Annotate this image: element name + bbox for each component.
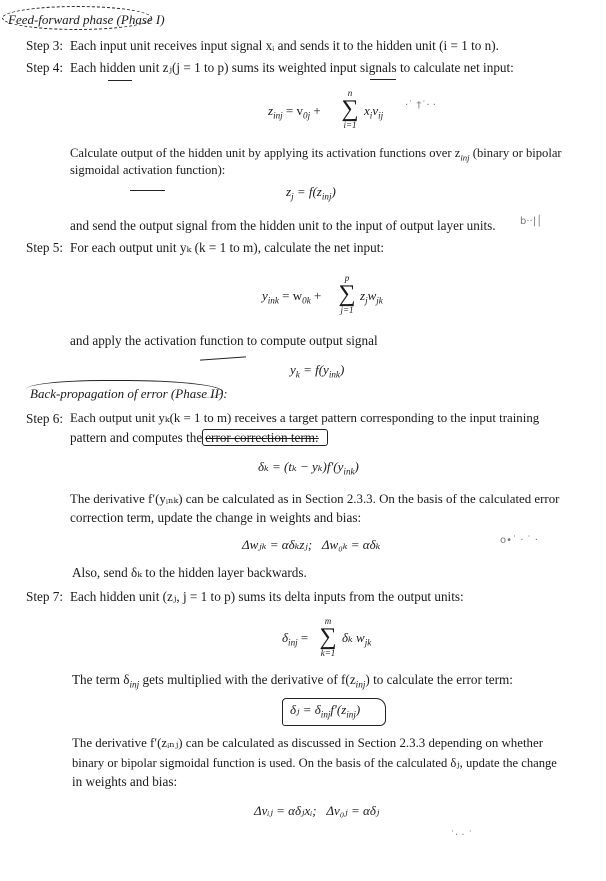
- equation-zinj-term: $x_iv_{ij}$: [364, 103, 384, 121]
- step6-line2: pattern and computes the error correction term:: [70, 430, 328, 446]
- step5-para1: and apply the activation function to compute output signal: [70, 333, 378, 348]
- step6-line1: Each output unit yₖ(k = 1 to m) receives a target pattern corresponding to the input training: [70, 411, 540, 425]
- underline-annotation: [130, 190, 165, 191]
- step4-para2: and send the output signal from the hidden unit to the input of output layer units.: [70, 218, 496, 233]
- equation-yink-term: $z_jw_{jk}$: [360, 288, 383, 306]
- step7-para2-line2: binary or bipolar sigmoidal function is used. On the basis of the calculated δⱼ, update the change: [72, 756, 557, 770]
- equation-yk: $y_k = f(y_{ink})$: [290, 362, 345, 380]
- step6-para1-line2: correction term, update the change in weights and bias:: [70, 510, 362, 525]
- summation-symbol: n ∑ i=1: [341, 88, 359, 130]
- step7-label: Step 7:: [26, 589, 63, 604]
- step6-para1-line1: The derivative f′(yᵢₙₖ) can be calculated as in Section 2.3.3. On the basis of the calculated error: [70, 492, 560, 506]
- step6-label: Step 6:: [26, 411, 63, 426]
- step5-text: For each output unit yₖ (k = 1 to m), calculate the net input:: [70, 240, 385, 255]
- handwritten-scribble: ·˙ †˙· ·: [405, 100, 436, 111]
- equation-zinj: $z_{inj} = v_{0j}$ +: [268, 103, 321, 121]
- equation-delta-w: Δwⱼₖ = αδₖzⱼ; Δw₀ₖ = αδₖ: [242, 537, 381, 552]
- equation-delta-j: δⱼ = $\delta_{inj}f'(z_{inj})$: [290, 702, 361, 720]
- underline-annotation: [370, 79, 396, 80]
- underline-annotation: [108, 80, 132, 81]
- step4-text: Each hidden unit zⱼ(j = 1 to p) sums its weighted input signals to calculate net input:: [70, 60, 514, 75]
- equation-zj: $z_j = f(z_{inj})$: [286, 184, 336, 202]
- step6-para2: Also, send δₖ to the hidden layer backwards.: [72, 565, 307, 580]
- step7-para2-line1: The derivative f′(zᵢₙⱼ) can be calculated as discussed in Section 2.3.3 depending on whether: [72, 736, 544, 750]
- step5-label: Step 5:: [26, 240, 63, 255]
- handwritten-scribble: o•˙ · ˙ ·: [500, 535, 538, 546]
- phase1-heading: Feed-forward phase (Phase I): [8, 12, 165, 27]
- phase2-heading: Back-propagation of error (Phase II):: [30, 386, 228, 401]
- equation-delta-inj: $\delta_{inj}$ =: [282, 630, 309, 648]
- handwritten-scribble: b··|│: [520, 216, 543, 227]
- summation-symbol: m ∑ k=1: [319, 616, 337, 658]
- step3-text: Each input unit receives input signal xᵢ and sends it to the hidden unit (i = 1 to n).: [70, 38, 499, 53]
- equation-yink: $y_{ink} = w_{0k}$ +: [262, 288, 322, 306]
- equation-delta-k: $\delta_k = (t_k - y_k)f'(y_{ink})$: [258, 459, 359, 477]
- step7-para1: The term $\delta_{inj}$ gets multiplied with the derivative of $f(z_{inj})$ to calculate the error term:: [72, 672, 513, 690]
- step7-text: Each hidden unit (zⱼ, j = 1 to p) sums its delta inputs from the output units:: [70, 589, 464, 604]
- equation-delta-v: Δvᵢⱼ = αδⱼxᵢ; Δv₀ⱼ = αδⱼ: [254, 803, 380, 818]
- equation-delta-inj-term: δₖ $w_{jk}$: [342, 630, 372, 648]
- handwritten-scribble: ˙· · ˙: [450, 830, 473, 841]
- underline-annotation: [200, 356, 246, 360]
- summation-symbol: p ∑ j=1: [338, 273, 356, 315]
- step4-para1-line2: sigmoidal activation function):: [70, 163, 226, 177]
- step4-label: Step 4:: [26, 60, 63, 75]
- step7-para2-line3: in weights and bias:: [72, 774, 178, 789]
- error-correction-term-boxed: error correction term:: [202, 429, 328, 446]
- step4-para1-line1: Calculate output of the hidden unit by applying its activation functions over $z_{inj}$ (binary or bipolar: [70, 146, 562, 163]
- step3-label: Step 3:: [26, 38, 63, 53]
